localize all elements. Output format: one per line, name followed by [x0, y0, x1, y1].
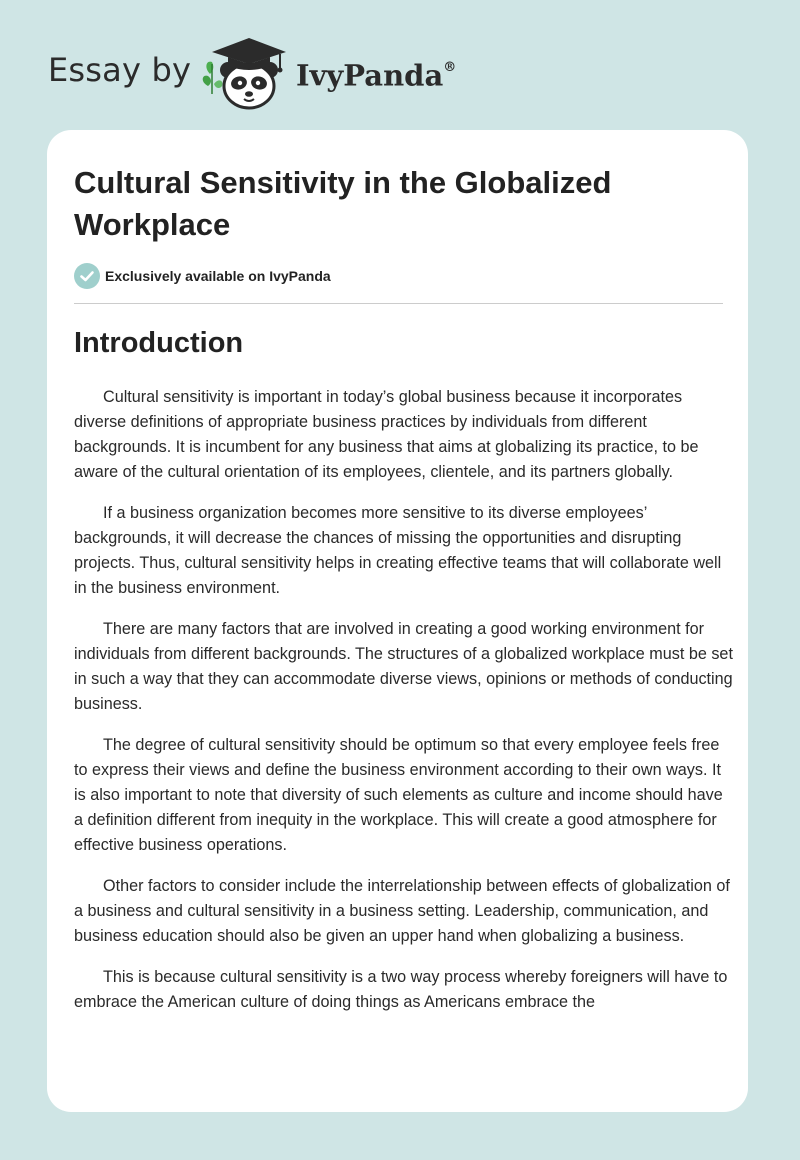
title-divider [74, 303, 723, 304]
registered-mark: ® [443, 60, 457, 75]
panda-graduation-cap-logo-icon[interactable] [200, 34, 292, 110]
paragraph: The degree of cultural sensitivity should be optimum so that every employee feels free to express their views and define the business environment according to their own ways. It is also important to note that diversity of such elements as culture and income should have a definition different from inequity in the workplace. This will create a good atmosphere for effective business operations. [74, 736, 723, 854]
exclusive-badge-label: Exclusively available on IvyPanda [105, 268, 331, 284]
paragraph: If a business organization becomes more sensitive to its diverse employees’ backgrounds, it will decrease the chances of missing the opportunities and disrupting projects. Thus, cultural sensitivity helps in creating effective teams that will collaborate well in the business environment. [74, 504, 722, 597]
check-circle-icon [74, 263, 100, 289]
exclusive-badge [74, 263, 331, 289]
article-body [74, 385, 734, 1031]
paragraph: Other factors to consider include the interrelationship between effects of globalization of a business and cultural sensitivity in a business setting. Leadership, communication, and business education should also be given an upper hand when globalizing a business. [74, 877, 730, 945]
article-card [47, 130, 748, 1112]
paragraph: There are many factors that are involved in creating a good working environment for individuals from different backgrounds. The structures of a globalized workplace must be set in such a way that they can accommodate diverse views, opinions or methods of conducting business. [74, 620, 733, 713]
essay-by-label: Essay by [48, 51, 192, 89]
article-title: Cultural Sensitivity in the Globalized Workplace [74, 165, 612, 242]
brand-name[interactable] [296, 52, 456, 96]
site-header [0, 0, 800, 120]
paragraph: Cultural sensitivity is important in today’s global business because it incorporates diverse definitions of appropriate business practices by individuals from different backgrounds. It is incumbent for any business that aims at globalizing its practice, to be aware of the cultural orientation of its employees, clientele, and its partners globally. [74, 388, 699, 481]
brand-name-text: IvyPanda [296, 58, 444, 93]
paragraph: This is because cultural sensitivity is a two way process whereby foreigners will have to embrace the American culture of doing things as Americans embrace the [74, 968, 728, 1011]
section-heading: Introduction [74, 327, 244, 359]
